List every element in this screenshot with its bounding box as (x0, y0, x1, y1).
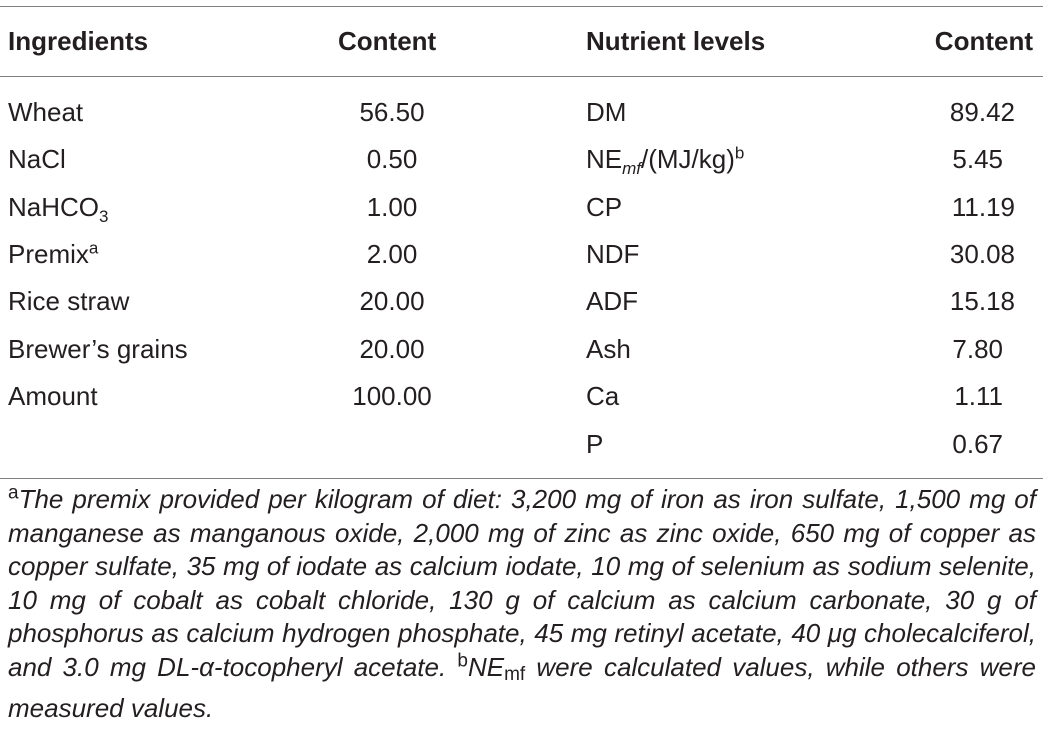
ingredient-name: NaCl (8, 144, 66, 174)
ingredient-name: NaHCO$_3$ (8, 192, 109, 227)
footnote-b-text: were calculated values, while others were measured values. (8, 651, 1036, 723)
table-top-rule (0, 6, 1043, 7)
nutrient-value: 15.18 (949, 286, 1015, 316)
header-content-ingredients: Content (338, 26, 437, 56)
footnote-a-text: The premix provided per kilogram of diet: 3,200 mg of iron as iron sulfate, 1,500 mg of manganese as manganous oxide, 2,000 mg of zinc as zinc oxide, 650 mg of copper as copper sulfate, 35 mg of iodate as calcium iodate, 10 mg of selenium as sodium selenite, 10 mg of cobalt as cobalt chloride, 130 g of calcium as calcium carbonate, 30 g of phosphorus as calcium hydrogen phosphate, 45 mg retinyl acetate, 40 μg cholecalciferol, and 3.0 mg DL-α-tocopheryl acetate. (8, 484, 1036, 682)
footnote-b-mark: b (457, 650, 468, 672)
ingredient-name: Amount (8, 381, 98, 411)
nutrient-value: 7.80 (952, 334, 1003, 364)
header-nutrient-levels: Nutrient levels (586, 26, 766, 56)
footnote-b-term: NE (467, 651, 505, 682)
table-header-rule (0, 76, 1043, 77)
nutrient-name: Ca (586, 381, 620, 411)
table-footnotes (8, 483, 1036, 725)
nutrient-value: 1.11 (954, 381, 1003, 411)
nutrient-name: CP (586, 192, 623, 222)
nutrient-value: 89.42 (949, 97, 1015, 127)
nutrient-value: 30.08 (949, 239, 1015, 269)
ingredient-name: Brewer’s grains (8, 334, 188, 364)
footnote-a-mark: a (8, 482, 19, 504)
header-ingredients: Ingredients (8, 26, 149, 56)
nutrient-name: NDF (586, 239, 640, 269)
footnote-b-sub: mf (504, 663, 526, 685)
nutrient-name: ADF (586, 286, 638, 316)
nutrient-name: P (586, 429, 604, 459)
ingredient-name: Rice straw (8, 286, 130, 316)
ingredient-name: Premix$^a$ (8, 238, 99, 269)
nutrient-name: Ash (586, 334, 631, 364)
nutrient-value: 5.45 (952, 144, 1003, 174)
nutrient-value: 11.19 (951, 192, 1015, 222)
ingredient-name: Wheat (8, 97, 84, 127)
header-content-nutrients: Content (934, 26, 1033, 56)
nutrient-name: $NE_{mf}/(MJ/kg)^b$ (586, 143, 745, 179)
table-bottom-rule (0, 478, 1043, 479)
nutrient-name: DM (586, 97, 627, 127)
nutrient-value: 0.67 (952, 429, 1003, 459)
